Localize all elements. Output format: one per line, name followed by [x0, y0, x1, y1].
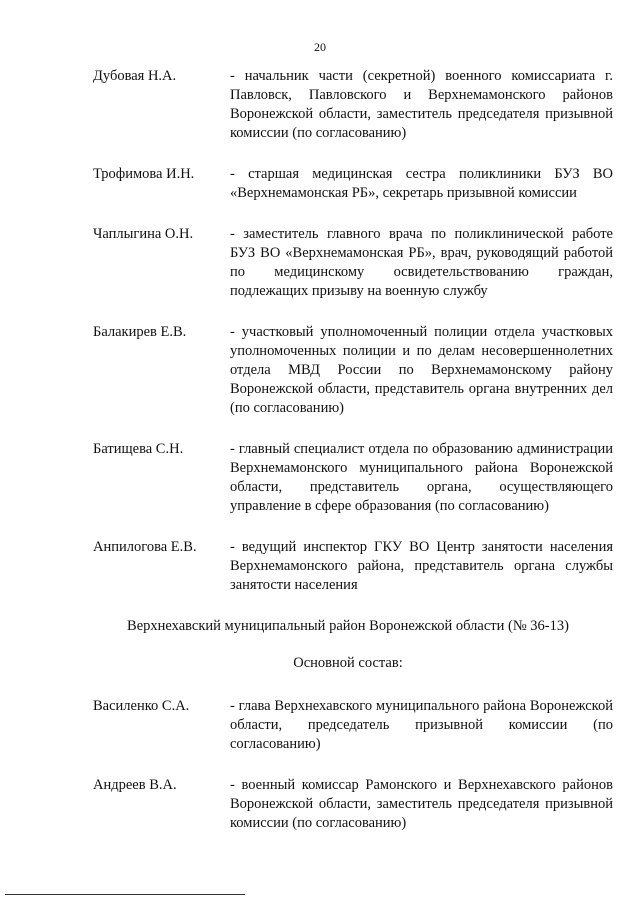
district-heading: Верхнехавский муниципальный район Воронежской области (№ 36-13): [127, 618, 569, 634]
member-entry: [93, 165, 613, 203]
member-role: - заместитель главного врача по поликлинической работе БУЗ ВО «Верхнемамонская РБ», врач, руководящий работой по медицинскому освидетельствованию граждан, подлежащих призыву на военную службу: [230, 226, 613, 299]
member-name: Анпилогова Е.В.: [93, 539, 197, 555]
member-entry: [93, 67, 613, 143]
member-role: - ведущий инспектор ГКУ ВО Центр занятости населения Верхнемамонского района, представитель органа службы занятости населения: [230, 539, 613, 593]
member-name: Балакирев Е.В.: [93, 324, 187, 340]
member-name: Батищева С.Н.: [93, 441, 184, 457]
member-role: - глава Верхнехавского муниципального района Воронежской области, председатель призывной комиссии (по согласованию): [230, 698, 613, 752]
member-name: Василенко С.А.: [93, 698, 190, 714]
member-entry: [93, 225, 613, 301]
member-entry: [93, 440, 613, 516]
member-name: Андреев В.А.: [93, 777, 177, 793]
footer-divider: [5, 894, 245, 895]
member-name: Трофимова И.Н.: [93, 166, 195, 182]
composition-heading: Основной состав:: [293, 655, 403, 671]
commission-members-list: [93, 67, 613, 855]
member-role: - участковый уполномоченный полиции отдела участковых уполномоченных полиции и по делам несовершеннолетних отдела МВД России по Верхнемамонскому району Воронежской области, представитель органа внутренних дел (по согласованию): [230, 324, 613, 416]
member-role: - начальник части (секретной) военного комиссариата г. Павловск, Павловского и Верхнемамонского районов Воронежской области, заместитель председателя призывной комиссии (по согласованию): [230, 68, 613, 141]
member-name: Чаплыгина О.Н.: [93, 226, 194, 242]
member-role: - военный комиссар Рамонского и Верхнехавского районов Воронежской области, заместитель председателя призывной комиссии (по согласованию): [230, 777, 613, 831]
member-entry: [93, 323, 613, 418]
member-entry: [93, 697, 613, 754]
member-entry: [93, 776, 613, 833]
member-role: - главный специалист отдела по образованию администрации Верхнемамонского муниципального района Воронежской области, представитель органа, осуществляющего управление в сфере образования (по согласованию): [230, 441, 613, 514]
member-role: - старшая медицинская сестра поликлиники БУЗ ВО «Верхнемамонская РБ», секретарь призывной комиссии: [230, 166, 613, 201]
member-name: Дубовая Н.А.: [93, 68, 177, 84]
member-entry: [93, 538, 613, 595]
page-number: 20: [314, 40, 326, 54]
